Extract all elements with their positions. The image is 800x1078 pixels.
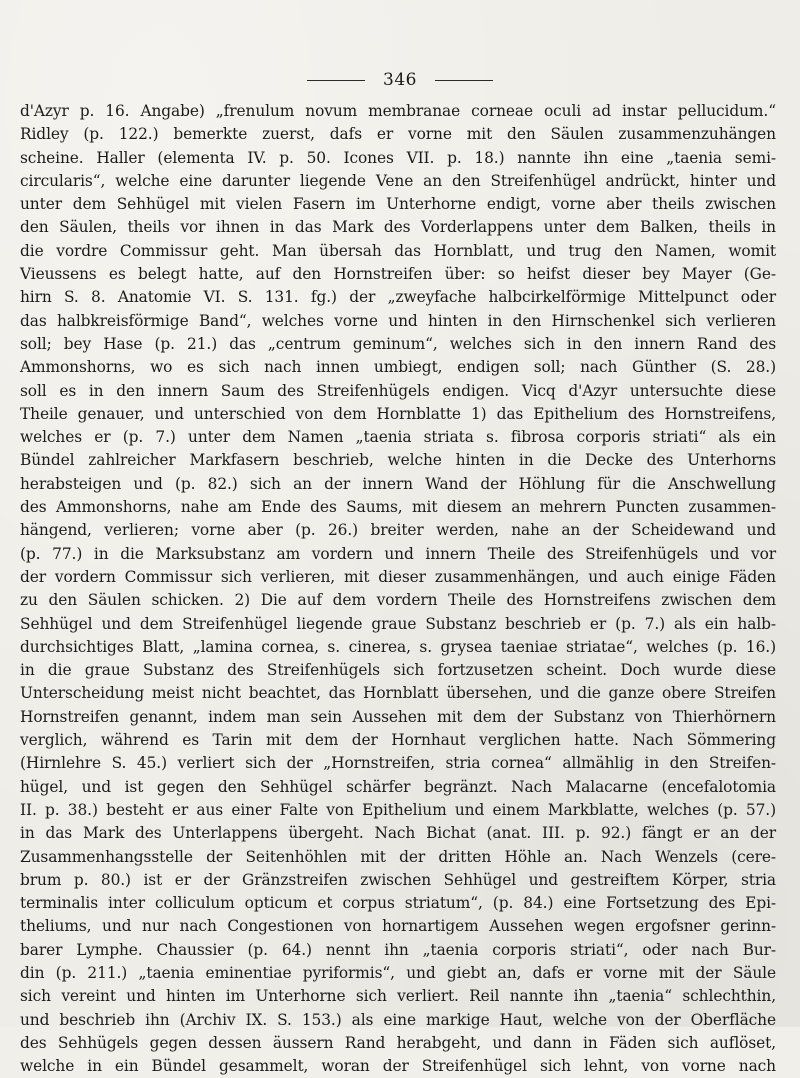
text-line: Unterscheidung meist nicht beachtet, das Hornblatt übersehen, und die ganze obere Streifen bbox=[20, 684, 776, 703]
text-line: hängend, verlieren; vorne aber (p. 26.) breiter werden, nahe an der Scheidewand und bbox=[20, 521, 776, 540]
text-line: Zusammenhangsstelle der Seitenhöhlen mit der dritten Höhle an. Nach Wenzels (cere- bbox=[20, 847, 776, 866]
text-line: unter dem Sehhügel mit vielen Fasern im Unterhorne endigt, vorne aber theils zwischen bbox=[20, 195, 776, 214]
text-line: in die graue Substanz des Streifenhügels sich fortzusetzen scheint. Doch wurde diese bbox=[20, 661, 776, 680]
text-line: circularis“, welche eine darunter liegende Vene an den Streifenhügel andrückt, hinter und bbox=[20, 171, 776, 190]
text-line: brum p. 80.) ist er der Gränzstreifen zwischen Sehhügel und gestreiftem Körper, stria bbox=[20, 870, 776, 889]
text-line: (Hirnlehre S. 45.) verliert sich der „Hornstreifen, stria cornea“ allmählig in den Streifen- bbox=[20, 754, 776, 773]
text-line: Ridley (p. 122.) bemerkte zuerst, dafs er vorne mit den Säulen zusammenzuhängen bbox=[20, 125, 776, 144]
text-line: Hornstreifen genannt, indem man sein Aussehen mit dem der Substanz von Thierhörnern bbox=[20, 707, 776, 726]
text-line: terminalis inter colliculum opticum et corpus striatum“, (p. 84.) eine Fortsetzung des Epi- bbox=[20, 894, 776, 913]
text-line: durchsichtiges Blatt, „lamina cornea, s. cinerea, s. grysea taeniae striatae“, welches (p. 16.) bbox=[20, 637, 776, 656]
text-line: din (p. 211.) „taenia eminentiae pyriformis“, und giebt an, dafs er vorne mit der Säule bbox=[20, 963, 776, 982]
text-line: Bündel zahlreicher Markfasern beschrieb, welche hinten in die Decke des Unterhorns bbox=[20, 451, 776, 470]
page-number: 346 bbox=[383, 70, 417, 90]
text-line: (p. 77.) in die Marksubstanz am vordern und innern Theile des Streifenhügels und vor bbox=[20, 544, 776, 563]
text-line: Vieussens es belegt hatte, auf den Hornstreifen über: so heifst dieser bey Mayer (Ge- bbox=[20, 265, 776, 284]
text-line: sich vereint und hinten im Unterhorne sich verliert. Reil nannte ihn „taenia“ schlechthin, bbox=[20, 987, 776, 1006]
text-line: den Säulen, theils vor ihnen in das Mark des Vorderlappens unter dem Balken, theils in bbox=[20, 218, 776, 237]
text-line: die vordre Commissur geht. Man übersah das Hornblatt, und trug den Namen, womit bbox=[20, 241, 776, 260]
text-line: des Ammonshorns, nahe am Ende des Saums, mit diesem an mehrern Puncten zusammen- bbox=[20, 498, 776, 517]
text-line: d'Azyr p. 16. Angabe) „frenulum novum membranae corneae oculi ad instar pellucidum.“ bbox=[20, 102, 776, 120]
text-line: Ammonshorns, wo es sich nach innen umbiegt, endigen soll; nach Günther (S. 28.) bbox=[20, 358, 776, 377]
text-line: des Sehhügels gegen dessen äussern Rand herabgeht, und dann in Fäden sich auflöset, bbox=[20, 1033, 776, 1052]
text-line: soll; bey Hase (p. 21.) das „centrum geminum“, welches sich in den innern Rand des bbox=[20, 334, 776, 353]
text-line: hirn S. 8. Anatomie VI. S. 131. fg.) der „zweyfache halbcirkelförmige Mittelpunct oder bbox=[20, 288, 776, 307]
text-line: Theile genauer, und unterschied von dem Hornblatte 1) das Epithelium des Hornstreifens, bbox=[20, 404, 776, 423]
body-text bbox=[20, 100, 776, 1078]
text-line: theliums, und nur nach Congestionen von hornartigem Aussehen wegen ergofsner gerinn- bbox=[20, 917, 776, 936]
text-line: und beschrieb ihn (Archiv IX. S. 153.) als eine markige Haut, welche von der Oberfläche bbox=[20, 1010, 776, 1029]
text-line: herabsteigen und (p. 82.) sich an der innern Wand der Höhlung für die Anschwellung bbox=[20, 474, 776, 493]
text-line: welche in ein Bündel gesammelt, woran der Streifenhügel sich lehnt, von vorne nach bbox=[20, 1057, 776, 1076]
text-line: Sehhügel und dem Streifenhügel liegende graue Substanz beschrieb er (p. 7.) als ein halb- bbox=[20, 614, 776, 633]
text-line: soll es in den innern Saum des Streifenhügels endigen. Vicq d'Azyr untersuchte diese bbox=[20, 381, 776, 400]
text-line: zu den Säulen schicken. 2) Die auf dem vordern Theile des Hornstreifens zwischen dem bbox=[20, 591, 776, 610]
text-line: in das Mark des Unterlappens übergeht. Nach Bichat (anat. III. p. 92.) fängt er an der bbox=[20, 824, 776, 843]
page-header bbox=[0, 66, 800, 94]
text-line: welches er (p. 7.) unter dem Namen „taenia striata s. fibrosa corporis striati“ als ein bbox=[20, 428, 776, 447]
text-line: II. p. 38.) besteht er aus einer Falte von Epithelium und einem Markblatte, welches (p. 57.) bbox=[20, 800, 776, 819]
text-line: das halbkreisförmige Band“, welches vorne und hinten in den Hirnschenkel sich verlieren bbox=[20, 311, 776, 330]
text-line: verglich, während es Tarin mit dem der Hornhaut verglichen hatte. Nach Sömmering bbox=[20, 731, 776, 750]
header-rule-right bbox=[435, 80, 493, 81]
text-line: barer Lymphe. Chaussier (p. 64.) nennt ihn „taenia corporis striati“, oder nach Bur- bbox=[20, 940, 776, 959]
header-rule-left bbox=[307, 80, 365, 81]
text-line: scheine. Haller (elementa IV. p. 50. Icones VII. p. 18.) nannte ihn eine „taenia semi- bbox=[20, 148, 776, 167]
text-line: der vordern Commissur sich verlieren, mit dieser zusammenhängen, und auch einige Fäden bbox=[20, 567, 776, 586]
text-line: hügel, und ist gegen den Sehhügel schärfer begränzt. Nach Malacarne (encefalotomia bbox=[20, 777, 776, 796]
